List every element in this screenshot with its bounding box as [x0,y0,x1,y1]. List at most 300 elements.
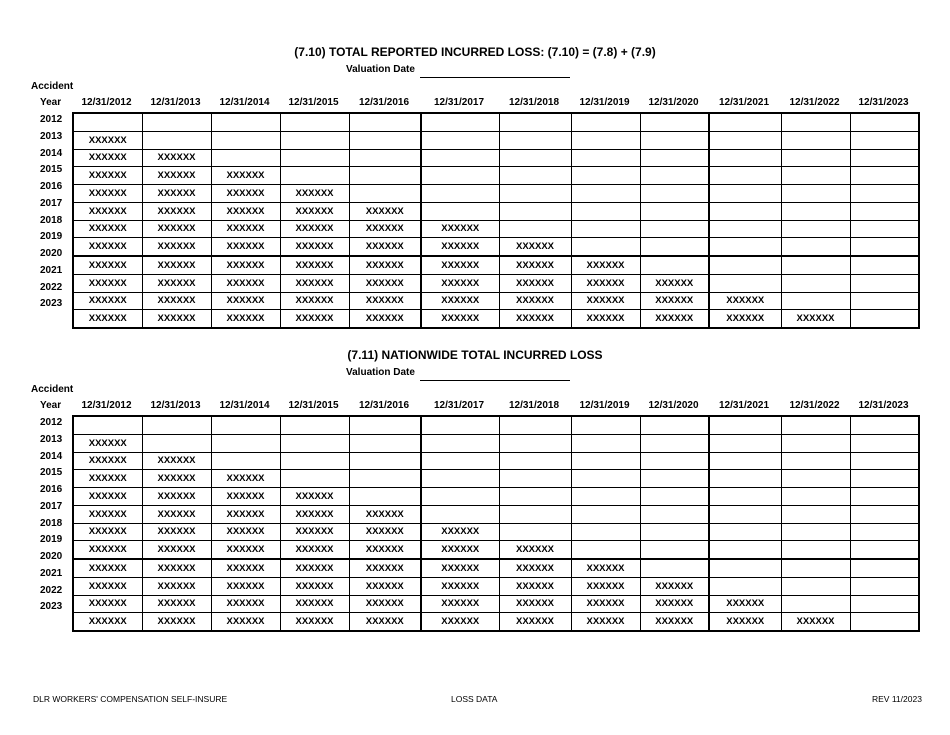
entry-cell[interactable] [571,238,640,256]
row-year: 2018 [40,517,63,529]
entry-cell[interactable] [421,185,499,203]
masked-cell: XXXXXX [280,595,349,613]
entry-cell[interactable] [280,452,349,470]
column-header: 12/31/2016 [358,97,410,108]
entry-cell[interactable] [781,416,850,434]
entry-cell[interactable] [781,274,850,292]
column-header: 12/31/2014 [219,97,270,108]
masked-cell: XXXXXX [349,505,421,523]
masked-cell: XXXXXX [709,292,781,310]
masked-cell: XXXXXX [499,613,571,631]
masked-cell: XXXXXX [421,220,499,238]
valuation-date-label: Valuation Date [346,64,415,75]
masked-cell: XXXXXX [349,577,421,595]
entry-cell[interactable] [640,470,709,488]
entry-cell[interactable] [781,505,850,523]
row-year: 2013 [40,433,63,445]
entry-cell[interactable] [781,541,850,559]
column-header: 12/31/2012 [81,400,132,411]
entry-cell[interactable] [709,416,781,434]
entry-cell[interactable] [781,185,850,203]
row-year: 2012 [40,114,63,125]
column-header: 12/31/2013 [150,97,201,108]
valuation-date-field[interactable] [420,77,570,78]
row-year: 2017 [40,197,63,209]
entry-cell[interactable] [850,310,919,328]
entry-cell[interactable] [781,470,850,488]
masked-cell: XXXXXX [280,488,349,506]
entry-cell[interactable] [850,452,919,470]
masked-cell: XXXXXX [571,274,640,292]
footer-left: DLR WORKERS' COMPENSATION SELF-INSURE [33,694,228,704]
column-header: 12/31/2017 [433,97,485,108]
masked-cell: XXXXXX [211,185,280,203]
masked-cell: XXXXXX [499,595,571,613]
masked-cell: XXXXXX [142,613,211,631]
row-year: 2022 [40,281,63,293]
masked-cell: XXXXXX [73,256,142,274]
entry-cell[interactable] [142,113,211,131]
entry-cell[interactable] [421,113,499,131]
entry-cell[interactable] [850,505,919,523]
column-header: 12/31/2020 [648,97,699,108]
row-year: 2019 [40,534,63,546]
entry-cell[interactable] [781,292,850,310]
masked-cell: XXXXXX [349,292,421,310]
entry-cell[interactable] [709,202,781,220]
entry-cell[interactable] [781,452,850,470]
table-row [73,577,919,595]
entry-cell[interactable] [781,595,850,613]
entry-cell[interactable] [640,505,709,523]
column-header: 12/31/2021 [718,97,770,108]
masked-cell: XXXXXX [142,292,211,310]
masked-cell: XXXXXX [421,523,499,541]
column-header: 12/31/2023 [858,400,909,411]
entry-cell[interactable] [499,149,571,167]
entry-cell[interactable] [640,113,709,131]
masked-cell: XXXXXX [211,220,280,238]
accident-label: Accident [31,81,74,92]
masked-cell: XXXXXX [349,559,421,577]
masked-cell: XXXXXX [211,238,280,256]
table-row [73,559,919,577]
row-year: 2019 [40,231,63,243]
masked-cell: XXXXXX [571,595,640,613]
table-row [73,470,919,488]
entry-cell[interactable] [850,434,919,452]
entry-cell[interactable] [850,220,919,238]
entry-cell[interactable] [781,238,850,256]
entry-cell[interactable] [571,523,640,541]
table-row [73,167,919,185]
masked-cell: XXXXXX [73,452,142,470]
entry-cell[interactable] [781,523,850,541]
entry-cell[interactable] [280,434,349,452]
row-year: 2015 [40,467,63,479]
table-row [73,220,919,238]
entry-cell[interactable] [640,559,709,577]
table-row [73,149,919,167]
masked-cell: XXXXXX [349,523,421,541]
entry-cell[interactable] [211,149,280,167]
masked-cell: XXXXXX [421,310,499,328]
entry-cell[interactable] [781,167,850,185]
row-year: 2015 [40,164,63,176]
entry-cell[interactable] [280,416,349,434]
column-header: 12/31/2020 [648,400,699,411]
entry-cell[interactable] [499,488,571,506]
entry-cell[interactable] [571,488,640,506]
masked-cell: XXXXXX [211,541,280,559]
entry-cell[interactable] [499,131,571,149]
entry-cell[interactable] [850,470,919,488]
entry-cell[interactable] [421,149,499,167]
entry-cell[interactable] [709,131,781,149]
table-row [73,256,919,274]
entry-cell[interactable] [499,220,571,238]
entry-cell[interactable] [349,416,421,434]
entry-cell[interactable] [142,434,211,452]
entry-cell[interactable] [709,505,781,523]
entry-cell[interactable] [571,113,640,131]
entry-cell[interactable] [709,577,781,595]
masked-cell: XXXXXX [280,559,349,577]
entry-cell[interactable] [211,434,280,452]
masked-cell: XXXXXX [499,238,571,256]
masked-cell: XXXXXX [499,256,571,274]
entry-cell[interactable] [640,488,709,506]
entry-cell[interactable] [640,238,709,256]
entry-cell[interactable] [280,113,349,131]
entry-cell[interactable] [709,167,781,185]
entry-cell[interactable] [709,256,781,274]
masked-cell: XXXXXX [280,274,349,292]
column-header: 12/31/2017 [433,400,485,411]
masked-cell: XXXXXX [640,274,709,292]
entry-cell[interactable] [211,452,280,470]
masked-cell: XXXXXX [73,488,142,506]
masked-cell: XXXXXX [280,256,349,274]
entry-cell[interactable] [709,185,781,203]
column-header: 12/31/2023 [858,97,909,108]
masked-cell: XXXXXX [499,274,571,292]
masked-cell: XXXXXX [73,220,142,238]
entry-cell[interactable] [571,452,640,470]
row-year: 2014 [40,147,63,159]
masked-cell: XXXXXX [421,577,499,595]
masked-cell: XXXXXX [421,613,499,631]
entry-cell[interactable] [571,434,640,452]
masked-cell: XXXXXX [640,310,709,328]
entry-cell[interactable] [709,559,781,577]
entry-cell[interactable] [499,185,571,203]
entry-cell[interactable] [421,505,499,523]
masked-cell: XXXXXX [142,523,211,541]
entry-cell[interactable] [571,416,640,434]
column-header: 12/31/2018 [508,400,560,411]
loss-triangle-table [72,112,920,329]
table-row [73,523,919,541]
entry-cell[interactable] [640,256,709,274]
masked-cell: XXXXXX [349,613,421,631]
entry-cell[interactable] [781,220,850,238]
masked-cell: XXXXXX [73,523,142,541]
row-year: 2016 [40,484,63,495]
entry-cell[interactable] [709,274,781,292]
masked-cell: XXXXXX [421,292,499,310]
entry-cell[interactable] [781,131,850,149]
masked-cell: XXXXXX [73,613,142,631]
masked-cell: XXXXXX [73,131,142,149]
entry-cell[interactable] [571,131,640,149]
entry-cell[interactable] [781,149,850,167]
entry-cell[interactable] [499,202,571,220]
masked-cell: XXXXXX [211,310,280,328]
entry-cell[interactable] [349,470,421,488]
masked-cell: XXXXXX [73,434,142,452]
entry-cell[interactable] [709,149,781,167]
row-year: 2012 [40,417,63,428]
section-title: (7.10) TOTAL REPORTED INCURRED LOSS: (7.10) = (7.8) + (7.9) [294,45,656,59]
entry-cell[interactable] [211,131,280,149]
entry-cell[interactable] [349,488,421,506]
entry-cell[interactable] [850,167,919,185]
masked-cell: XXXXXX [499,577,571,595]
entry-cell[interactable] [211,416,280,434]
entry-cell[interactable] [571,541,640,559]
entry-cell[interactable] [349,113,421,131]
masked-cell: XXXXXX [421,238,499,256]
entry-cell[interactable] [781,559,850,577]
section-title: (7.11) NATIONWIDE TOTAL INCURRED LOSS [347,348,603,362]
masked-cell: XXXXXX [781,613,850,631]
entry-cell[interactable] [211,113,280,131]
table-row [73,541,919,559]
entry-cell[interactable] [142,416,211,434]
entry-cell[interactable] [850,416,919,434]
table-row [73,274,919,292]
masked-cell: XXXXXX [571,613,640,631]
entry-cell[interactable] [640,541,709,559]
entry-cell[interactable] [850,149,919,167]
entry-cell[interactable] [640,185,709,203]
entry-cell[interactable] [571,185,640,203]
entry-cell[interactable] [640,131,709,149]
loss-triangle-table [72,415,920,632]
entry-cell[interactable] [850,595,919,613]
masked-cell: XXXXXX [349,541,421,559]
table-row [73,113,919,131]
masked-cell: XXXXXX [73,470,142,488]
row-year: 2014 [40,450,63,462]
column-header: 12/31/2012 [81,97,132,108]
entry-cell[interactable] [850,202,919,220]
entry-cell[interactable] [709,220,781,238]
entry-cell[interactable] [850,113,919,131]
entry-cell[interactable] [709,238,781,256]
entry-cell[interactable] [421,488,499,506]
masked-cell: XXXXXX [280,577,349,595]
masked-cell: XXXXXX [709,310,781,328]
entry-cell[interactable] [421,416,499,434]
entry-cell[interactable] [781,577,850,595]
masked-cell: XXXXXX [73,577,142,595]
row-year: 2020 [40,248,63,259]
entry-cell[interactable] [280,167,349,185]
entry-cell[interactable] [499,113,571,131]
entry-cell[interactable] [571,505,640,523]
entry-cell[interactable] [640,220,709,238]
row-year: 2018 [40,214,63,226]
accident-label: Accident [31,384,74,395]
table-row [73,505,919,523]
masked-cell: XXXXXX [211,202,280,220]
entry-cell[interactable] [640,416,709,434]
entry-cell[interactable] [142,131,211,149]
masked-cell: XXXXXX [571,559,640,577]
entry-cell[interactable] [421,434,499,452]
masked-cell: XXXXXX [349,310,421,328]
entry-cell[interactable] [709,434,781,452]
entry-cell[interactable] [499,434,571,452]
entry-cell[interactable] [850,559,919,577]
entry-cell[interactable] [850,238,919,256]
entry-cell[interactable] [499,452,571,470]
entry-cell[interactable] [781,256,850,274]
masked-cell: XXXXXX [349,220,421,238]
entry-cell[interactable] [709,541,781,559]
masked-cell: XXXXXX [73,149,142,167]
entry-cell[interactable] [499,505,571,523]
masked-cell: XXXXXX [142,559,211,577]
masked-cell: XXXXXX [640,292,709,310]
entry-cell[interactable] [499,167,571,185]
entry-cell[interactable] [73,113,142,131]
entry-cell[interactable] [349,149,421,167]
entry-cell[interactable] [571,220,640,238]
entry-cell[interactable] [499,470,571,488]
table-row [73,310,919,328]
masked-cell: XXXXXX [211,292,280,310]
entry-cell[interactable] [349,452,421,470]
masked-cell: XXXXXX [73,292,142,310]
entry-cell[interactable] [499,416,571,434]
table-row [73,595,919,613]
entry-cell[interactable] [640,167,709,185]
entry-cell[interactable] [850,185,919,203]
masked-cell: XXXXXX [349,202,421,220]
table-row [73,185,919,203]
column-header: 12/31/2022 [789,97,840,108]
entry-cell[interactable] [709,452,781,470]
entry-cell[interactable] [421,131,499,149]
entry-cell[interactable] [640,452,709,470]
entry-cell[interactable] [349,185,421,203]
masked-cell: XXXXXX [640,577,709,595]
entry-cell[interactable] [850,577,919,595]
entry-cell[interactable] [850,541,919,559]
entry-cell[interactable] [850,488,919,506]
masked-cell: XXXXXX [211,505,280,523]
entry-cell[interactable] [421,470,499,488]
row-year: 2022 [40,584,63,596]
masked-cell: XXXXXX [142,452,211,470]
entry-cell[interactable] [571,167,640,185]
entry-cell[interactable] [640,434,709,452]
entry-cell[interactable] [850,523,919,541]
entry-cell[interactable] [280,149,349,167]
entry-cell[interactable] [709,488,781,506]
year-label: Year [40,400,62,411]
row-year: 2013 [40,130,63,142]
entry-cell[interactable] [280,470,349,488]
entry-cell[interactable] [781,202,850,220]
masked-cell: XXXXXX [73,202,142,220]
masked-cell: XXXXXX [349,595,421,613]
entry-cell[interactable] [850,256,919,274]
column-header: 12/31/2021 [718,400,770,411]
table-row [73,613,919,631]
masked-cell: XXXXXX [211,167,280,185]
masked-cell: XXXXXX [280,238,349,256]
table-row [73,416,919,434]
entry-cell[interactable] [280,131,349,149]
entry-cell[interactable] [571,470,640,488]
entry-cell[interactable] [850,292,919,310]
entry-cell[interactable] [709,523,781,541]
entry-cell[interactable] [850,131,919,149]
entry-cell[interactable] [640,202,709,220]
entry-cell[interactable] [349,131,421,149]
masked-cell: XXXXXX [280,523,349,541]
entry-cell[interactable] [640,149,709,167]
entry-cell[interactable] [781,488,850,506]
masked-cell: XXXXXX [211,577,280,595]
valuation-date-field[interactable] [420,380,570,381]
column-header: 12/31/2015 [288,97,339,108]
entry-cell[interactable] [571,202,640,220]
table-row [73,488,919,506]
masked-cell: XXXXXX [421,256,499,274]
masked-cell: XXXXXX [571,256,640,274]
entry-cell[interactable] [781,434,850,452]
entry-cell[interactable] [73,416,142,434]
masked-cell: XXXXXX [211,256,280,274]
entry-cell[interactable] [421,452,499,470]
entry-cell[interactable] [850,274,919,292]
table-row [73,434,919,452]
entry-cell[interactable] [781,113,850,131]
column-header: 12/31/2014 [219,400,270,411]
entry-cell[interactable] [499,523,571,541]
entry-cell[interactable] [421,167,499,185]
entry-cell[interactable] [349,167,421,185]
masked-cell: XXXXXX [499,310,571,328]
entry-cell[interactable] [850,613,919,631]
entry-cell[interactable] [709,470,781,488]
masked-cell: XXXXXX [142,505,211,523]
entry-cell[interactable] [571,149,640,167]
entry-cell[interactable] [349,434,421,452]
entry-cell[interactable] [421,202,499,220]
masked-cell: XXXXXX [640,595,709,613]
masked-cell: XXXXXX [142,220,211,238]
entry-cell[interactable] [709,113,781,131]
masked-cell: XXXXXX [211,559,280,577]
row-year: 2021 [40,567,63,579]
entry-cell[interactable] [640,523,709,541]
